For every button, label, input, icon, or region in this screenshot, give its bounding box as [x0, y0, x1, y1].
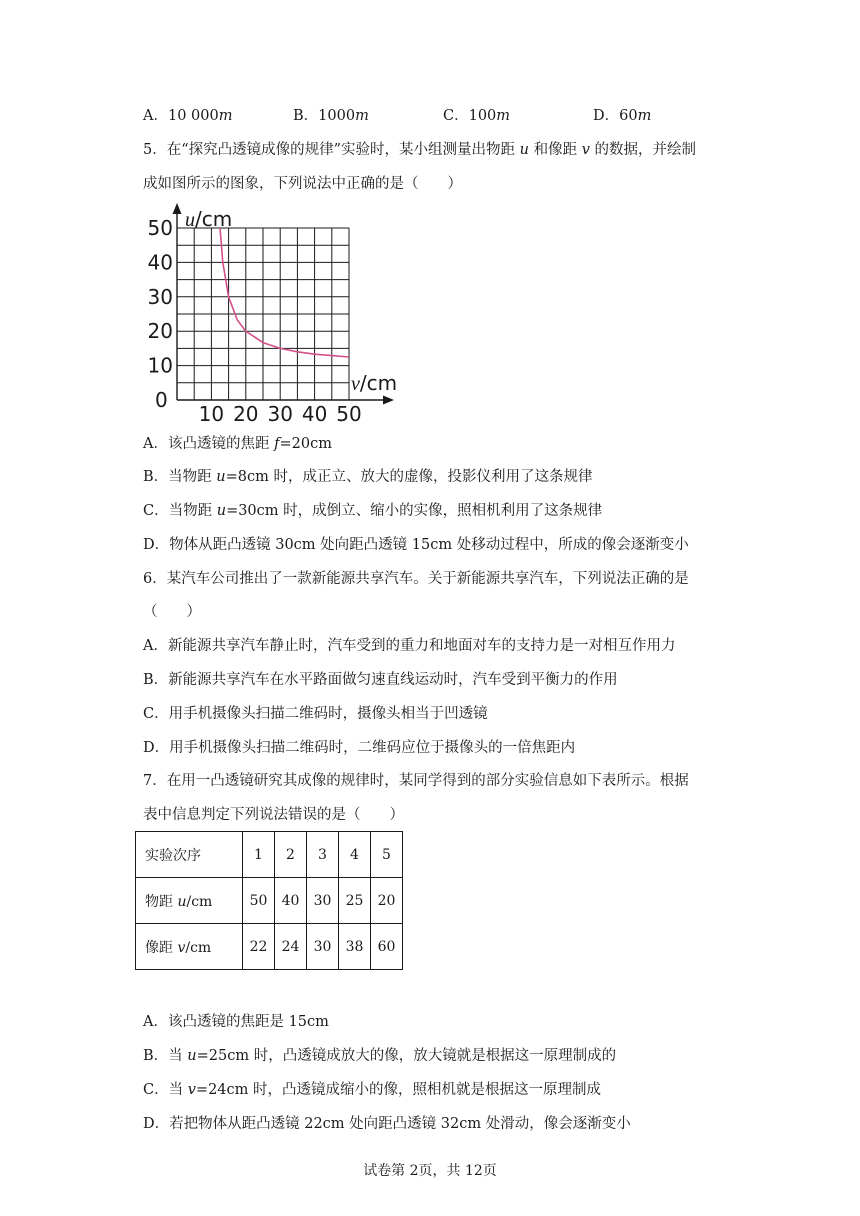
q7-option-a: A．该凸透镜的焦距是 15cm — [143, 1014, 329, 1030]
graph-grid — [177, 228, 349, 400]
q4-option-c: C．100m — [443, 108, 511, 124]
row-label-order: 实验次序 — [136, 832, 243, 878]
q4-option-a: A．10 000m — [143, 108, 233, 124]
table-row — [136, 878, 403, 924]
y-axis-arrow — [173, 203, 182, 214]
table-row — [136, 924, 403, 970]
table-cell: 50 — [243, 878, 275, 924]
table-cell: 24 — [275, 924, 307, 970]
x-tick-labels — [199, 402, 362, 426]
y-tick-label: 50 — [147, 216, 173, 240]
y-tick-labels — [148, 216, 173, 378]
table-cell: 1 — [243, 832, 275, 878]
table-row — [136, 832, 403, 878]
q4-option-d: D．60m — [593, 108, 652, 124]
table-cell: 25 — [339, 878, 371, 924]
x-tick-label: 50 — [336, 402, 362, 426]
table-cell: 30 — [307, 924, 339, 970]
q7-option-b: B．当 u=25cm 时，凸透镜成放大的像，放大镜就是根据这一原理制成的 — [143, 1048, 617, 1064]
q6-option-b: B．新能源共享汽车在水平路面做匀速直线运动时，汽车受到平衡力的作用 — [143, 672, 618, 688]
q5-option-d: D．物体从距凸透镜 30cm 处向距凸透镜 15cm 处移动过程中，所成的像会逐渐变小 — [143, 537, 689, 553]
q5-option-a: A．该凸透镜的焦距 f=20cm — [143, 436, 332, 452]
x-tick-label: 10 — [198, 402, 225, 426]
q5-stem-line2: 成如图所示的图象，下列说法中正确的是（ ） — [143, 176, 462, 192]
table-cell: 4 — [339, 832, 371, 878]
row-label-object-distance: 物距 u/cm — [136, 878, 243, 924]
u-v-curve — [220, 228, 349, 357]
table-cell: 60 — [371, 924, 403, 970]
x-tick-label: 30 — [267, 402, 293, 426]
x-tick-label: 40 — [301, 402, 328, 426]
experiment-table — [135, 831, 403, 970]
q7-stem-line2: 表中信息判定下列说法错误的是（ ） — [143, 807, 404, 823]
q6-option-a: A．新能源共享汽车静止时，汽车受到的重力和地面对车的支持力是一对相互作用力 — [143, 638, 676, 654]
y-tick-label: 40 — [147, 250, 173, 275]
table-cell: 3 — [307, 832, 339, 878]
page-footer: 试卷第 2页，共 12页 — [363, 1163, 497, 1179]
y-tick-label: 10 — [147, 353, 173, 378]
q6-option-c: C．用手机摄像头扫描二维码时，摄像头相当于凹透镜 — [143, 706, 488, 722]
q7-option-c: C．当 v=24cm 时，凸透镜成缩小的像，照相机就是根据这一原理制成 — [143, 1082, 601, 1098]
q5-stem-line1: 5．在“探究凸透镜成像的规律”实验时，某小组测量出物距 u 和像距 v 的数据，并绘制 — [143, 142, 697, 158]
q5-option-b: B．当物距 u=8cm 时，成正立、放大的虚像，投影仪利用了这条规律 — [143, 469, 593, 485]
q7-stem-line1: 7．在用一凸透镜研究其成像的规律时，某同学得到的部分实验信息如下表所示。根据 — [143, 773, 689, 789]
table-cell: 2 — [275, 832, 307, 878]
table-cell: 5 — [371, 832, 403, 878]
q4-option-b: B．1000m — [293, 108, 369, 124]
row-label-image-distance: 像距 v/cm — [136, 924, 243, 970]
q6-stem: 6．某汽车公司推出了一款新能源共享汽车。关于新能源共享汽车，下列说法正确的是 — [143, 571, 689, 587]
table-cell: 40 — [275, 878, 307, 924]
x-tick-label: 20 — [233, 402, 259, 426]
table-cell: 20 — [371, 878, 403, 924]
x-axis-label: v/cm — [351, 371, 398, 395]
q6-stem-paren: （ ） — [143, 604, 201, 620]
y-tick-label: 20 — [147, 319, 173, 344]
y-tick-label: 30 — [147, 284, 173, 309]
x-axis-arrow — [383, 396, 394, 405]
origin-label: 0 — [155, 388, 168, 412]
q6-option-d: D．用手机摄像头扫描二维码时，二维码应位于摄像头的一倍焦距内 — [143, 740, 576, 756]
q5-option-c: C．当物距 u=30cm 时，成倒立、缩小的实像，照相机利用了这条规律 — [143, 503, 603, 519]
table-cell: 38 — [339, 924, 371, 970]
q7-option-d: D．若把物体从距凸透镜 22cm 处向距凸透镜 32cm 处滑动，像会逐渐变小 — [143, 1116, 631, 1132]
table-cell: 30 — [307, 878, 339, 924]
table-cell: 22 — [243, 924, 275, 970]
u-v-graph — [143, 198, 403, 428]
y-axis-label: u/cm — [185, 207, 233, 231]
